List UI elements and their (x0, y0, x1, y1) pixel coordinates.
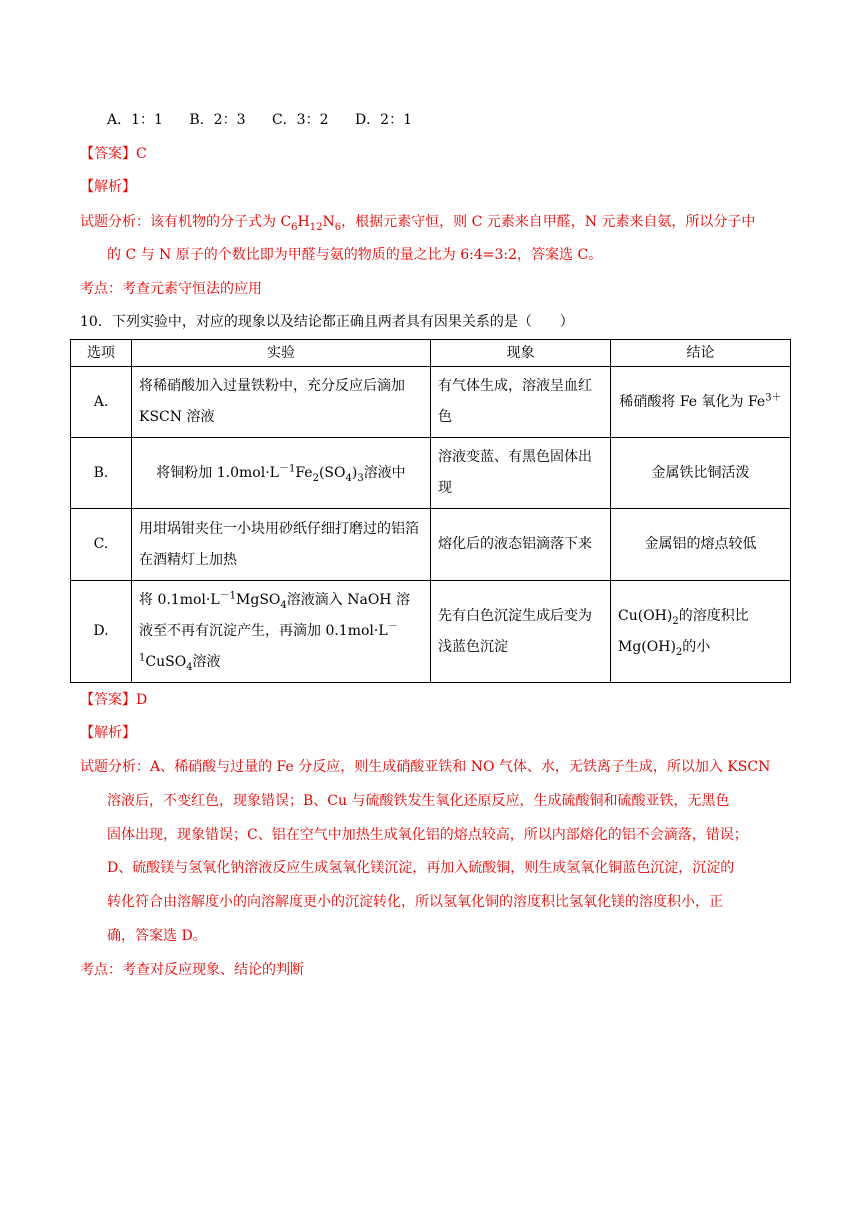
formula-sub: 12 (309, 221, 323, 233)
row-experiment (132, 581, 431, 683)
formula-sup: －1 (278, 462, 296, 474)
table-row (71, 367, 791, 438)
q9-option-c: C．3：2 (271, 112, 329, 128)
formula-part: Fe (295, 464, 313, 481)
row-option: D. (71, 581, 132, 683)
experiment-text: 溶液滴入 NaOH 溶液至不再有沉淀产生，再滴加 0.1mol·L (139, 592, 410, 639)
formula-sup: －1 (219, 590, 237, 602)
q9-point: 考点：考查元素守恒法的应用 (80, 281, 262, 297)
formula-sub: 4 (345, 472, 352, 484)
row-option: B. (71, 438, 132, 509)
q10-analysis-line-6: 确，答案选 D。 (107, 928, 207, 944)
formula-sub: 2 (312, 472, 319, 484)
row-conclusion (611, 367, 791, 438)
table-header-row (71, 340, 791, 367)
row-option: C. (71, 509, 132, 581)
conclusion-text: 的小 (682, 638, 711, 655)
q9-analysis-line-2: 的 C 与 N 原子的个数比即为甲醛与氨的物质的量之比为 6:4=3:2，答案选 C。 (107, 247, 603, 263)
formula-sup: －1 (139, 621, 398, 664)
q9-options (107, 110, 434, 130)
experiment-text: 将 0.1mol·L (139, 592, 220, 608)
table-row (71, 438, 791, 509)
q9-analysis-line-1 (80, 212, 755, 232)
q9-option-d: D．2：1 (354, 112, 412, 128)
formula-sub: 2 (672, 615, 679, 627)
table-row (71, 509, 791, 581)
q10-analysis-line-4: D、硫酸镁与氢氧化钠溶液反应生成氢氧化镁沉淀，再加入硫酸铜，则生成氢氧化铜蓝色沉淀，沉淀的 (107, 860, 735, 876)
q9-option-b: B．2：3 (189, 112, 246, 128)
experiment-text: 溶液中 (363, 464, 406, 481)
formula-sub: 4 (280, 599, 287, 611)
formula-sub: 6 (291, 221, 298, 233)
formula-part: Cu(OH) (618, 607, 673, 624)
q10-table (70, 339, 791, 683)
formula-part: ) (351, 464, 358, 481)
formula-part: CuSO (145, 654, 187, 670)
q10-analysis-line-1: 试题分析：A、稀硝酸与过量的 Fe 分反应，则生成硝酸亚铁和 NO 气体、水，无铁离子生成，所以加入 KSCN (80, 759, 771, 775)
q10-stem: 10．下列实验中，对应的现象以及结论都正确且两者具有因果关系的是（ ） (80, 314, 574, 330)
q10-analysis-label: 【解析】 (80, 725, 136, 741)
table-row (71, 581, 791, 683)
formula-sub: 4 (186, 661, 193, 673)
row-experiment: 将稀硝酸加入过量铁粉中，充分反应后滴加 KSCN 溶液 (132, 367, 431, 438)
row-phenomenon: 先有白色沉淀生成后变为浅蓝色沉淀 (431, 581, 611, 683)
q9-analysis-label: 【解析】 (80, 179, 136, 195)
conclusion-text: 的溶度积比 Mg(OH) (618, 607, 749, 655)
conclusion-text: 稀硝酸将 Fe 氧化为 Fe (619, 393, 766, 410)
q10-point: 考点：考查对反应现象、结论的判断 (80, 962, 304, 978)
experiment-text: 将铜粉加 1.0mol·L (156, 464, 279, 481)
formula-sub: 3 (357, 472, 364, 484)
row-option: A. (71, 367, 132, 438)
formula-part: MgSO (236, 592, 281, 608)
formula-sub: 2 (675, 646, 683, 658)
row-conclusion (611, 581, 791, 683)
q10-analysis-line-3: 固体出现，现象错误；C、铝在空气中加热生成氧化铝的熔点较高，所以内部熔化的铝不会滴落，错误； (107, 827, 748, 843)
row-conclusion: 金属铝的熔点较低 (611, 509, 791, 581)
q10-analysis-line-2: 溶液后，不变红色，现象错误；B、Cu 与硫酸铁发生氧化还原反应，生成硫酸铜和硫酸亚铁，无黑色 (107, 793, 730, 809)
q9-analysis-text: ，根据元素守恒，则 C 元素来自甲醛，N 元素来自氨，所以分子中 (341, 214, 756, 230)
row-phenomenon: 溶液变蓝、有黑色固体出现 (431, 438, 611, 509)
q9-option-a: A．1：1 (107, 112, 163, 128)
row-phenomenon: 熔化后的液态铝滴落下来 (431, 509, 611, 581)
header-option: 选项 (71, 340, 132, 367)
formula-sub: 6 (334, 221, 342, 233)
experiment-text: 溶液 (192, 654, 221, 670)
q10-answer: 【答案】D (80, 692, 148, 708)
formula-part: (SO (318, 464, 346, 481)
header-phenomenon: 现象 (431, 340, 611, 367)
row-experiment (132, 438, 431, 509)
header-experiment: 实验 (132, 340, 431, 367)
row-conclusion: 金属铁比铜活泼 (611, 438, 791, 509)
row-experiment: 用坩埚钳夹住一小块用砂纸仔细打磨过的铝箔在酒精灯上加热 (132, 509, 431, 581)
formula-sup: 3＋ (765, 391, 782, 403)
q9-analysis-text: 试题分析：该有机物的分子式为 C (80, 214, 292, 230)
header-conclusion: 结论 (611, 340, 791, 367)
row-phenomenon: 有气体生成，溶液呈血红色 (431, 367, 611, 438)
q10-analysis-line-5: 转化符合由溶解度小的向溶解度更小的沉淀转化，所以氢氧化铜的溶度积比氢氧化镁的溶度积小，正 (107, 894, 723, 910)
q9-answer: 【答案】C (80, 146, 147, 162)
formula-part: H (297, 214, 310, 230)
formula-part: N (322, 214, 335, 230)
